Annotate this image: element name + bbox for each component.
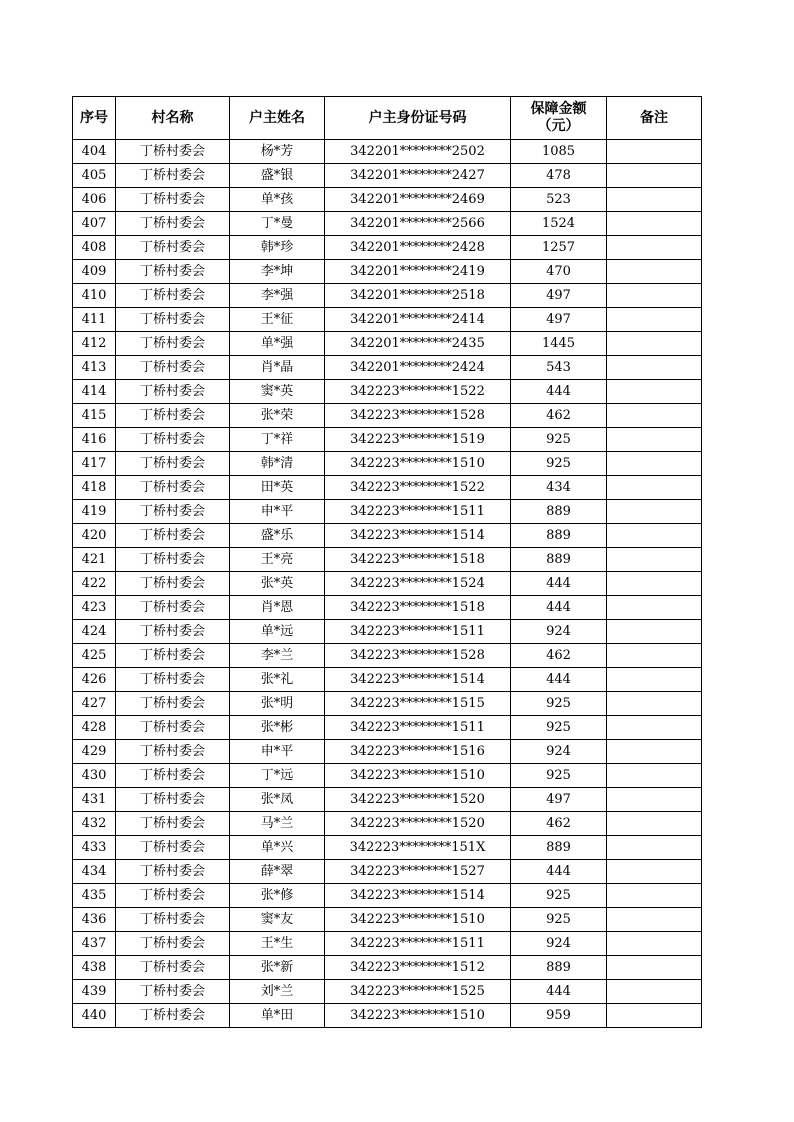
cell-remark	[607, 788, 702, 812]
cell-id-number: 342223********1514	[325, 668, 511, 692]
cell-village: 丁桥村委会	[116, 428, 230, 452]
cell-head-name: 窦*英	[230, 380, 325, 404]
cell-village: 丁桥村委会	[116, 572, 230, 596]
table-row	[73, 620, 702, 644]
cell-amount: 1257	[511, 236, 607, 260]
cell-head-name: 田*英	[230, 476, 325, 500]
cell-head-name: 杨*芳	[230, 140, 325, 164]
table-row	[73, 668, 702, 692]
cell-amount: 925	[511, 692, 607, 716]
cell-remark	[607, 524, 702, 548]
cell-amount: 889	[511, 548, 607, 572]
cell-id-number: 342223********1510	[325, 1004, 511, 1028]
cell-village: 丁桥村委会	[116, 956, 230, 980]
cell-amount: 543	[511, 356, 607, 380]
cell-village: 丁桥村委会	[116, 164, 230, 188]
cell-remark	[607, 644, 702, 668]
cell-amount: 444	[511, 380, 607, 404]
cell-remark	[607, 332, 702, 356]
cell-village: 丁桥村委会	[116, 332, 230, 356]
cell-village: 丁桥村委会	[116, 596, 230, 620]
cell-id-number: 342223********1511	[325, 620, 511, 644]
header-remark: 备注	[607, 97, 702, 140]
table-row	[73, 548, 702, 572]
cell-remark	[607, 860, 702, 884]
cell-amount: 497	[511, 788, 607, 812]
cell-remark	[607, 716, 702, 740]
cell-seq: 408	[73, 236, 116, 260]
table-row	[73, 860, 702, 884]
cell-remark	[607, 548, 702, 572]
table-row	[73, 956, 702, 980]
cell-seq: 419	[73, 500, 116, 524]
table-row	[73, 428, 702, 452]
header-amount	[511, 97, 607, 140]
cell-remark	[607, 764, 702, 788]
cell-village: 丁桥村委会	[116, 860, 230, 884]
cell-village: 丁桥村委会	[116, 668, 230, 692]
cell-village: 丁桥村委会	[116, 212, 230, 236]
cell-id-number: 342223********1511	[325, 716, 511, 740]
cell-head-name: 韩*清	[230, 452, 325, 476]
cell-id-number: 342223********1511	[325, 932, 511, 956]
cell-id-number: 342223********1514	[325, 524, 511, 548]
cell-remark	[607, 1004, 702, 1028]
cell-head-name: 张*英	[230, 572, 325, 596]
cell-village: 丁桥村委会	[116, 812, 230, 836]
cell-amount: 924	[511, 620, 607, 644]
table-row	[73, 692, 702, 716]
cell-id-number: 342223********1522	[325, 380, 511, 404]
cell-head-name: 张*新	[230, 956, 325, 980]
cell-id-number: 342223********1528	[325, 404, 511, 428]
cell-seq: 433	[73, 836, 116, 860]
cell-id-number: 342223********1518	[325, 596, 511, 620]
cell-seq: 416	[73, 428, 116, 452]
cell-id-number: 342223********1512	[325, 956, 511, 980]
cell-amount: 889	[511, 500, 607, 524]
cell-village: 丁桥村委会	[116, 884, 230, 908]
cell-amount: 925	[511, 428, 607, 452]
table-row	[73, 596, 702, 620]
cell-village: 丁桥村委会	[116, 932, 230, 956]
table-row	[73, 260, 702, 284]
cell-amount: 523	[511, 188, 607, 212]
cell-amount: 470	[511, 260, 607, 284]
cell-amount: 444	[511, 980, 607, 1004]
table-row	[73, 764, 702, 788]
table-row	[73, 884, 702, 908]
header-amount-line2: （元）	[537, 118, 580, 134]
cell-amount: 444	[511, 860, 607, 884]
cell-village: 丁桥村委会	[116, 548, 230, 572]
cell-remark	[607, 284, 702, 308]
table-row	[73, 644, 702, 668]
cell-id-number: 342223********1515	[325, 692, 511, 716]
cell-village: 丁桥村委会	[116, 284, 230, 308]
cell-village: 丁桥村委会	[116, 764, 230, 788]
cell-seq: 438	[73, 956, 116, 980]
cell-head-name: 肖*恩	[230, 596, 325, 620]
cell-head-name: 单*兴	[230, 836, 325, 860]
cell-remark	[607, 380, 702, 404]
cell-seq: 412	[73, 332, 116, 356]
table-row	[73, 980, 702, 1004]
cell-seq: 425	[73, 644, 116, 668]
cell-remark	[607, 956, 702, 980]
cell-seq: 420	[73, 524, 116, 548]
table-row	[73, 716, 702, 740]
cell-amount: 925	[511, 452, 607, 476]
cell-village: 丁桥村委会	[116, 500, 230, 524]
cell-id-number: 342223********151X	[325, 836, 511, 860]
cell-seq: 436	[73, 908, 116, 932]
table-header	[73, 97, 702, 140]
cell-head-name: 单*强	[230, 332, 325, 356]
cell-village: 丁桥村委会	[116, 716, 230, 740]
cell-village: 丁桥村委会	[116, 452, 230, 476]
cell-village: 丁桥村委会	[116, 476, 230, 500]
cell-seq: 417	[73, 452, 116, 476]
cell-id-number: 342201********2502	[325, 140, 511, 164]
cell-seq: 413	[73, 356, 116, 380]
cell-amount: 462	[511, 644, 607, 668]
table-row	[73, 788, 702, 812]
cell-id-number: 342223********1525	[325, 980, 511, 1004]
header-id-number: 户主身份证号码	[325, 97, 511, 140]
cell-head-name: 盛*乐	[230, 524, 325, 548]
cell-seq: 429	[73, 740, 116, 764]
cell-head-name: 张*礼	[230, 668, 325, 692]
cell-seq: 427	[73, 692, 116, 716]
cell-remark	[607, 908, 702, 932]
cell-id-number: 342223********1519	[325, 428, 511, 452]
cell-id-number: 342223********1527	[325, 860, 511, 884]
cell-amount: 462	[511, 812, 607, 836]
cell-id-number: 342223********1522	[325, 476, 511, 500]
cell-village: 丁桥村委会	[116, 356, 230, 380]
cell-amount: 889	[511, 836, 607, 860]
cell-id-number: 342223********1528	[325, 644, 511, 668]
cell-village: 丁桥村委会	[116, 404, 230, 428]
cell-id-number: 342201********2427	[325, 164, 511, 188]
cell-amount: 444	[511, 596, 607, 620]
cell-head-name: 马*兰	[230, 812, 325, 836]
cell-amount: 444	[511, 668, 607, 692]
cell-remark	[607, 236, 702, 260]
cell-remark	[607, 836, 702, 860]
cell-amount: 925	[511, 908, 607, 932]
cell-remark	[607, 404, 702, 428]
cell-id-number: 342223********1518	[325, 548, 511, 572]
cell-head-name: 张*荣	[230, 404, 325, 428]
table-row	[73, 476, 702, 500]
cell-seq: 418	[73, 476, 116, 500]
cell-seq: 426	[73, 668, 116, 692]
cell-remark	[607, 620, 702, 644]
table-row	[73, 1004, 702, 1028]
cell-seq: 430	[73, 764, 116, 788]
cell-head-name: 张*明	[230, 692, 325, 716]
cell-amount: 925	[511, 716, 607, 740]
cell-head-name: 丁*远	[230, 764, 325, 788]
cell-amount: 889	[511, 956, 607, 980]
cell-amount: 925	[511, 764, 607, 788]
cell-remark	[607, 428, 702, 452]
cell-remark	[607, 452, 702, 476]
table-row	[73, 188, 702, 212]
cell-head-name: 肖*晶	[230, 356, 325, 380]
cell-seq: 411	[73, 308, 116, 332]
cell-remark	[607, 356, 702, 380]
cell-remark	[607, 668, 702, 692]
table-row	[73, 812, 702, 836]
cell-head-name: 李*兰	[230, 644, 325, 668]
cell-amount: 1085	[511, 140, 607, 164]
cell-seq: 407	[73, 212, 116, 236]
cell-head-name: 单*孩	[230, 188, 325, 212]
cell-id-number: 342201********2428	[325, 236, 511, 260]
header-amount-line1: 保障金额	[530, 101, 587, 117]
cell-head-name: 丁*祥	[230, 428, 325, 452]
cell-id-number: 342201********2566	[325, 212, 511, 236]
cell-remark	[607, 884, 702, 908]
cell-head-name: 王*征	[230, 308, 325, 332]
cell-village: 丁桥村委会	[116, 788, 230, 812]
cell-seq: 432	[73, 812, 116, 836]
cell-id-number: 342223********1524	[325, 572, 511, 596]
cell-remark	[607, 212, 702, 236]
cell-head-name: 张*修	[230, 884, 325, 908]
table-row	[73, 836, 702, 860]
table-row	[73, 236, 702, 260]
cell-remark	[607, 692, 702, 716]
cell-village: 丁桥村委会	[116, 908, 230, 932]
table-row	[73, 308, 702, 332]
cell-remark	[607, 140, 702, 164]
cell-remark	[607, 188, 702, 212]
cell-remark	[607, 260, 702, 284]
table-row	[73, 932, 702, 956]
table-row	[73, 332, 702, 356]
cell-head-name: 李*坤	[230, 260, 325, 284]
table-row	[73, 284, 702, 308]
cell-seq: 437	[73, 932, 116, 956]
cell-head-name: 丁*曼	[230, 212, 325, 236]
cell-id-number: 342223********1511	[325, 500, 511, 524]
cell-id-number: 342223********1510	[325, 908, 511, 932]
cell-village: 丁桥村委会	[116, 140, 230, 164]
cell-seq: 414	[73, 380, 116, 404]
cell-head-name: 张*彬	[230, 716, 325, 740]
table-row	[73, 380, 702, 404]
cell-seq: 424	[73, 620, 116, 644]
cell-seq: 435	[73, 884, 116, 908]
cell-seq: 421	[73, 548, 116, 572]
cell-head-name: 李*强	[230, 284, 325, 308]
cell-seq: 409	[73, 260, 116, 284]
cell-head-name: 刘*兰	[230, 980, 325, 1004]
table-row	[73, 212, 702, 236]
cell-village: 丁桥村委会	[116, 620, 230, 644]
cell-amount: 1445	[511, 332, 607, 356]
cell-head-name: 王*亮	[230, 548, 325, 572]
cell-amount: 1524	[511, 212, 607, 236]
cell-village: 丁桥村委会	[116, 644, 230, 668]
cell-village: 丁桥村委会	[116, 308, 230, 332]
cell-id-number: 342201********2419	[325, 260, 511, 284]
table-row	[73, 740, 702, 764]
cell-id-number: 342201********2424	[325, 356, 511, 380]
cell-seq: 423	[73, 596, 116, 620]
cell-remark	[607, 980, 702, 1004]
cell-id-number: 342201********2414	[325, 308, 511, 332]
cell-remark	[607, 740, 702, 764]
cell-village: 丁桥村委会	[116, 740, 230, 764]
cell-remark	[607, 308, 702, 332]
table-row	[73, 356, 702, 380]
table-row	[73, 164, 702, 188]
beneficiary-table	[72, 96, 702, 1028]
cell-amount: 925	[511, 884, 607, 908]
table-row	[73, 572, 702, 596]
header-seq: 序号	[73, 97, 116, 140]
table-row	[73, 908, 702, 932]
cell-head-name: 申*平	[230, 500, 325, 524]
cell-amount: 478	[511, 164, 607, 188]
cell-id-number: 342201********2469	[325, 188, 511, 212]
table-row	[73, 500, 702, 524]
cell-remark	[607, 476, 702, 500]
table-row	[73, 452, 702, 476]
cell-id-number: 342223********1520	[325, 788, 511, 812]
cell-remark	[607, 596, 702, 620]
cell-village: 丁桥村委会	[116, 692, 230, 716]
table-body	[73, 140, 702, 1028]
cell-remark	[607, 164, 702, 188]
cell-id-number: 342201********2518	[325, 284, 511, 308]
cell-seq: 405	[73, 164, 116, 188]
cell-amount: 924	[511, 740, 607, 764]
cell-head-name: 申*平	[230, 740, 325, 764]
cell-seq: 431	[73, 788, 116, 812]
cell-id-number: 342223********1510	[325, 764, 511, 788]
cell-head-name: 单*远	[230, 620, 325, 644]
cell-head-name: 王*生	[230, 932, 325, 956]
cell-village: 丁桥村委会	[116, 836, 230, 860]
cell-head-name: 窦*友	[230, 908, 325, 932]
cell-seq: 406	[73, 188, 116, 212]
table-row	[73, 404, 702, 428]
cell-seq: 415	[73, 404, 116, 428]
cell-village: 丁桥村委会	[116, 380, 230, 404]
cell-remark	[607, 572, 702, 596]
cell-seq: 410	[73, 284, 116, 308]
cell-id-number: 342223********1516	[325, 740, 511, 764]
cell-village: 丁桥村委会	[116, 524, 230, 548]
cell-remark	[607, 500, 702, 524]
cell-seq: 434	[73, 860, 116, 884]
cell-remark	[607, 932, 702, 956]
cell-village: 丁桥村委会	[116, 236, 230, 260]
cell-id-number: 342201********2435	[325, 332, 511, 356]
cell-seq: 440	[73, 1004, 116, 1028]
cell-remark	[607, 812, 702, 836]
cell-seq: 404	[73, 140, 116, 164]
cell-id-number: 342223********1520	[325, 812, 511, 836]
header-head-name: 户主姓名	[230, 97, 325, 140]
cell-village: 丁桥村委会	[116, 980, 230, 1004]
cell-amount: 924	[511, 932, 607, 956]
cell-amount: 497	[511, 308, 607, 332]
cell-village: 丁桥村委会	[116, 188, 230, 212]
cell-seq: 428	[73, 716, 116, 740]
cell-amount: 462	[511, 404, 607, 428]
cell-id-number: 342223********1510	[325, 452, 511, 476]
cell-seq: 439	[73, 980, 116, 1004]
table-row	[73, 524, 702, 548]
cell-id-number: 342223********1514	[325, 884, 511, 908]
cell-amount: 959	[511, 1004, 607, 1028]
cell-head-name: 盛*银	[230, 164, 325, 188]
cell-head-name: 韩*珍	[230, 236, 325, 260]
header-village: 村名称	[116, 97, 230, 140]
header-row	[73, 97, 702, 140]
cell-amount: 444	[511, 572, 607, 596]
cell-village: 丁桥村委会	[116, 1004, 230, 1028]
cell-amount: 497	[511, 284, 607, 308]
cell-amount: 889	[511, 524, 607, 548]
cell-head-name: 张*凤	[230, 788, 325, 812]
table-row	[73, 140, 702, 164]
cell-seq: 422	[73, 572, 116, 596]
cell-amount: 434	[511, 476, 607, 500]
cell-head-name: 薛*翠	[230, 860, 325, 884]
cell-head-name: 单*田	[230, 1004, 325, 1028]
cell-village: 丁桥村委会	[116, 260, 230, 284]
